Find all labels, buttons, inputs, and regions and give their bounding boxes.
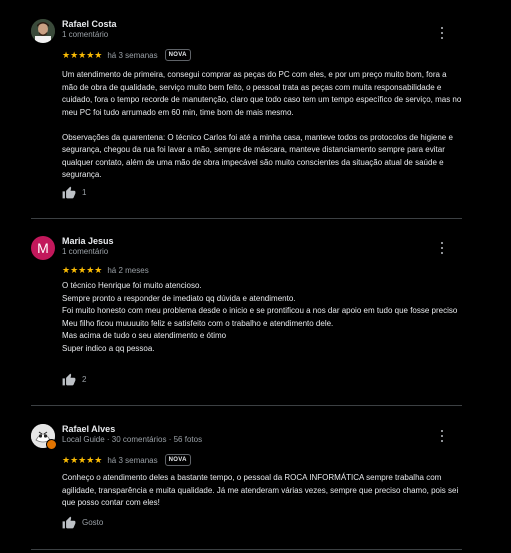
- like-label: Gosto: [82, 518, 104, 527]
- more-options-icon[interactable]: [439, 430, 445, 442]
- review-card: [31, 19, 462, 209]
- reviewer-name[interactable]: Rafael Costa: [62, 19, 117, 29]
- review-line: Meu filho ficou muuuuito feliz e satisfeito com o trabalho e atendimento dele.: [62, 318, 334, 328]
- review-paragraph: Conheço o atendimento deles a bastante tempo, o pessoal da ROCA INFORMÁTICA sempre trabalha com agilidade, transparência e muita qualidade. Já me atenderam várias vezes, sempre que preciso chamo, pois sei que posso contar com eles!: [62, 473, 459, 507]
- new-badge: NOVA: [165, 454, 191, 466]
- more-options-icon[interactable]: [439, 27, 445, 39]
- avatar[interactable]: [31, 19, 55, 43]
- star-rating: ★★★★★: [62, 265, 103, 275]
- reviewer-meta: Local Guide · 30 comentários · 56 fotos: [62, 435, 203, 444]
- star-rating: ★★★★★: [62, 50, 103, 60]
- rating-row: [62, 49, 191, 61]
- review-paragraph: Observações da quarentena: O técnico Carlos foi até a minha casa, manteve todos os protocolos de higiene e segurança, chegou da rua foi lavar a mão, sempre de máscara, manteve distanciamento sempre para evitar qualquer contato, além de uma mão de obra impecável são muito conscientes da situação atual de saúde e segurança.: [62, 132, 453, 179]
- review-text: [62, 69, 462, 182]
- review-line: Sempre pronto a responder de imediato qq dúvida e atendimento.: [62, 293, 296, 303]
- review-card: [31, 236, 462, 386]
- new-badge: NOVA: [165, 49, 191, 61]
- reviewer-meta: 1 comentário: [62, 30, 109, 39]
- rating-row: [62, 454, 191, 466]
- avatar[interactable]: M: [31, 236, 55, 260]
- review-time: há 2 meses: [107, 265, 149, 275]
- like-count: 2: [82, 375, 87, 384]
- review-card: [31, 424, 462, 534]
- review-line: Mas acima de tudo o seu atendimento e ótimo: [62, 331, 227, 340]
- rating-row: [62, 265, 149, 275]
- review-line: Foi muito honesto com meu problema desde o inicio e se prontificou a nos dar apoio em tudo que fosse preciso: [62, 306, 458, 315]
- review-line: Super indico a qq pessoa.: [62, 343, 155, 353]
- avatar[interactable]: [31, 424, 55, 448]
- divider: [31, 218, 462, 219]
- thumbs-up-icon: [62, 186, 76, 199]
- review-time: há 3 semanas: [107, 50, 158, 60]
- like-count: 1: [82, 188, 87, 197]
- thumbs-up-icon: [62, 516, 76, 529]
- like-button[interactable]: [62, 516, 103, 529]
- review-text: [62, 280, 462, 355]
- review-line: O técnico Henrique foi muito atencioso.: [62, 281, 202, 290]
- local-guide-icon: [46, 439, 57, 450]
- review-paragraph: Um atendimento de primeira, consegui comprar as peças do PC com eles, e por um preço muito bom, fora a mão de obra de qualidade, serviço muito bem feito, o pessoal trata as peças com muita responsabilidade e cuidado, fora o tempo recorde de manutenção, claro que todo caso tem um tempo específico de serviço, mas no meu PC foi tudo arrumado em 60 min, time bom de mais mesmo.: [62, 70, 462, 117]
- reviewer-meta: 1 comentário: [62, 247, 109, 256]
- review-text: [62, 472, 462, 510]
- like-button[interactable]: [62, 186, 86, 199]
- reviewer-name[interactable]: Rafael Alves: [62, 424, 116, 434]
- like-button[interactable]: [62, 373, 86, 386]
- more-options-icon[interactable]: [439, 242, 445, 254]
- thumbs-up-icon: [62, 373, 76, 386]
- star-rating: ★★★★★: [62, 455, 103, 465]
- divider: [31, 549, 462, 550]
- review-time: há 3 semanas: [107, 455, 158, 465]
- reviewer-name[interactable]: Maria Jesus: [62, 236, 114, 246]
- divider: [31, 405, 462, 406]
